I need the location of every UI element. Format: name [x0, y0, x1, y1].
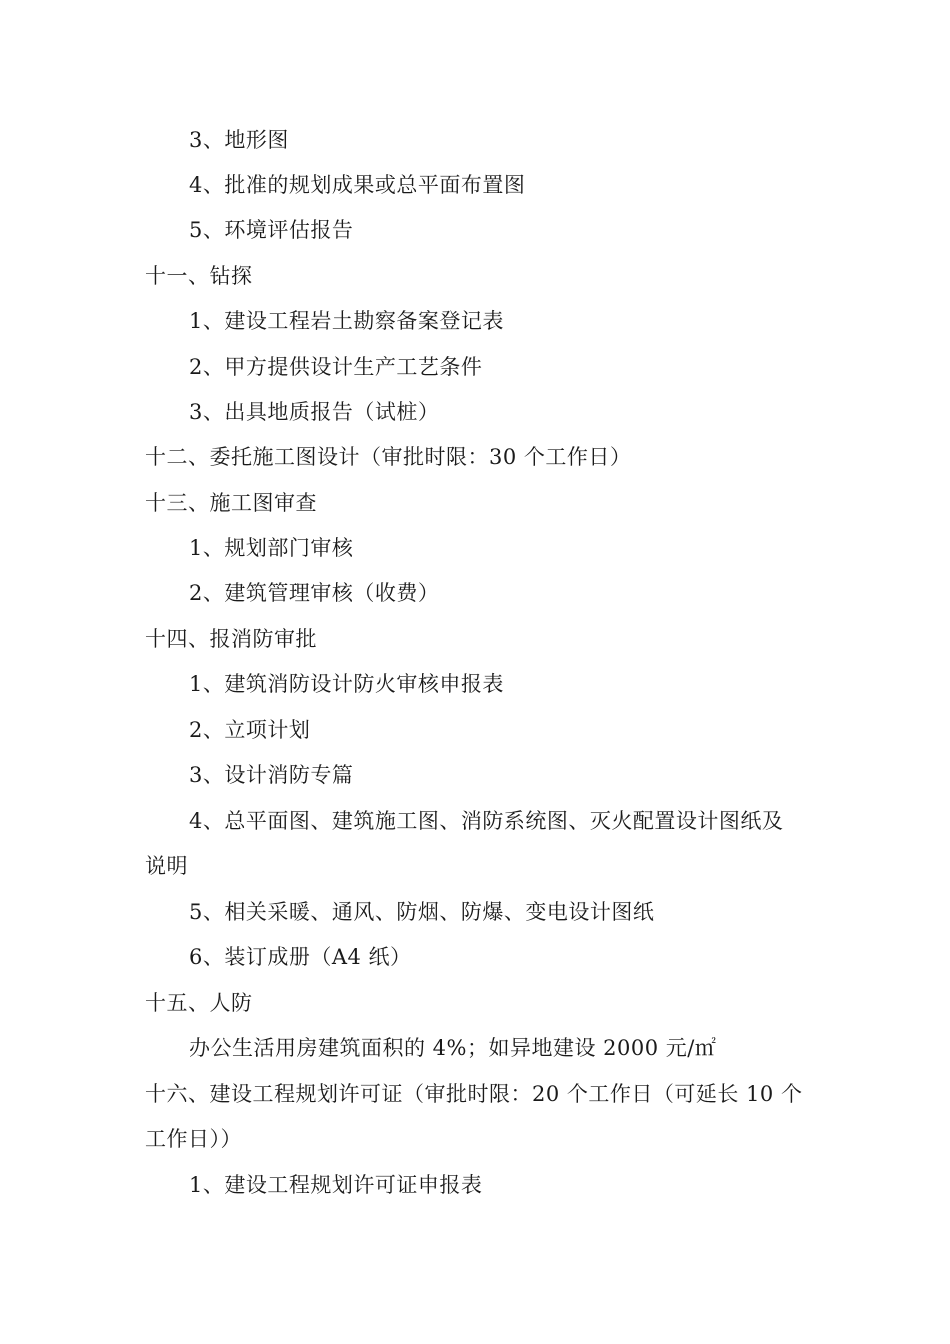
section-heading: 十五、人防: [145, 991, 253, 1015]
list-item: 4、总平面图、建筑施工图、消防系统图、灭火配置设计图纸及: [189, 809, 784, 833]
list-item: 3、出具地质报告（试桩）: [189, 400, 440, 424]
list-item: 5、相关采暖、通风、防烟、防爆、变电设计图纸: [189, 900, 655, 924]
list-item: 2、甲方提供设计生产工艺条件: [189, 355, 483, 379]
list-item: 2、建筑管理审核（收费）: [189, 581, 440, 605]
list-item: 3、地形图: [189, 128, 289, 152]
section-heading: 十二、委托施工图设计（审批时限：30 个工作日）: [145, 445, 632, 469]
list-item: 3、设计消防专篇: [189, 763, 354, 787]
paragraph: 办公生活用房建筑面积的 4%；如异地建设 2000 元/㎡: [189, 1036, 717, 1060]
list-item: 1、建设工程规划许可证申报表: [189, 1173, 483, 1197]
section-heading: 十六、建设工程规划许可证（审批时限：20 个工作日（可延长 10 个: [145, 1082, 803, 1106]
section-heading: 十四、报消防审批: [145, 627, 317, 651]
list-item: 1、建筑消防设计防火审核申报表: [189, 672, 504, 696]
list-item-continuation: 说明: [145, 854, 188, 878]
list-item: 1、建设工程岩土勘察备案登记表: [189, 309, 504, 333]
list-item: 1、规划部门审核: [189, 536, 354, 560]
list-item: 5、环境评估报告: [189, 218, 354, 242]
section-heading: 十三、施工图审查: [145, 491, 317, 515]
list-item: 6、装订成册（A4 纸）: [189, 945, 412, 969]
section-heading: 十一、钻探: [145, 264, 253, 288]
list-item: 2、立项计划: [189, 718, 311, 742]
list-item: 4、批准的规划成果或总平面布置图: [189, 173, 526, 197]
section-heading-continuation: 工作日））: [145, 1127, 242, 1151]
